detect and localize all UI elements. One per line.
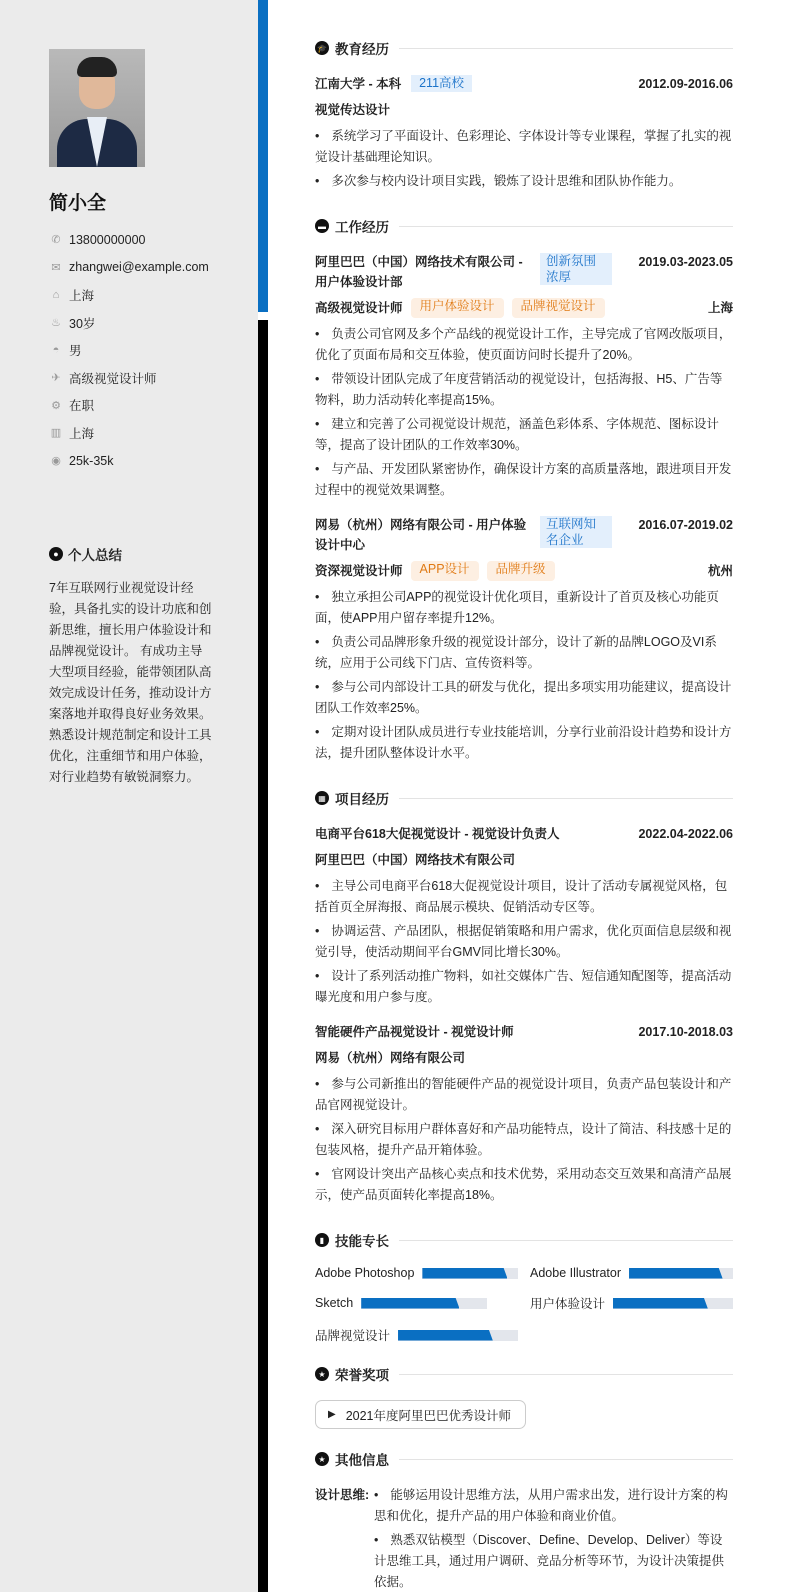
bullet-dot: • bbox=[315, 174, 320, 188]
section-divider bbox=[399, 1374, 733, 1375]
sidebar bbox=[0, 0, 258, 1592]
other-info-values bbox=[374, 1485, 733, 1596]
skill-bar-fill bbox=[629, 1268, 723, 1279]
bullet-dot: • bbox=[315, 327, 320, 341]
bullet-item bbox=[315, 369, 733, 411]
skill-bar bbox=[398, 1330, 518, 1341]
skill-bar-fill bbox=[613, 1298, 708, 1309]
info-row bbox=[49, 364, 209, 392]
avatar bbox=[49, 49, 145, 167]
school-name: 江南大学 - 本科 bbox=[315, 77, 402, 91]
skill-tag: APP设计 bbox=[411, 561, 479, 581]
award-icon: ★ bbox=[315, 1367, 329, 1381]
graduation-cap-icon: 🎓 bbox=[315, 41, 329, 55]
role-row bbox=[315, 298, 733, 318]
phone-icon: ✆ bbox=[51, 234, 61, 247]
bullet-item bbox=[315, 921, 733, 963]
bullet-text: 参与公司内部设计工具的研发与优化，提出多项实用功能建议，提高设计团队工作效率25%。 bbox=[315, 680, 732, 715]
job-role: 资深视觉设计师 bbox=[315, 564, 403, 578]
bullet-item bbox=[315, 324, 733, 366]
skill-item bbox=[315, 1294, 518, 1312]
entry-header bbox=[315, 1022, 733, 1042]
entry-header bbox=[315, 74, 733, 94]
info-text: 上海 bbox=[69, 426, 95, 441]
section-heading bbox=[315, 1364, 733, 1384]
bullet-dot: • bbox=[315, 462, 320, 476]
date-range: 2019.03-2023.05 bbox=[638, 255, 733, 269]
skill-tag: 品牌视觉设计 bbox=[512, 298, 605, 318]
skill-tag: 品牌升级 bbox=[487, 561, 555, 581]
bullet-item bbox=[315, 1164, 733, 1206]
contact-info bbox=[49, 226, 209, 474]
entry-header bbox=[315, 515, 733, 555]
section-divider bbox=[399, 226, 733, 227]
bullet-text: 负责公司品牌形象升级的视觉设计部分，设计了新的品牌LOGO及VI系统，应用于公司线下门店、宣传资料等。 bbox=[315, 635, 717, 670]
chart-icon: ▮ bbox=[315, 1233, 329, 1247]
 bbox=[315, 561, 555, 581]
info-row bbox=[49, 392, 209, 420]
bullet-item bbox=[315, 126, 733, 168]
cake-icon: ♨ bbox=[51, 317, 61, 330]
job-role: 高级视觉设计师 bbox=[315, 301, 403, 315]
project-entry bbox=[315, 824, 733, 1008]
section-divider bbox=[399, 1240, 733, 1241]
info-row bbox=[49, 309, 209, 337]
skill-item bbox=[530, 1294, 733, 1312]
building-icon: ▥ bbox=[50, 427, 62, 440]
bullet-dot: • bbox=[315, 879, 320, 893]
briefcase-icon: ▬ bbox=[315, 219, 329, 233]
project-company: 网易（杭州）网络有限公司 bbox=[315, 1051, 466, 1065]
main-content bbox=[315, 38, 733, 1596]
section-title: 项目经历 bbox=[335, 792, 389, 807]
section-divider bbox=[399, 798, 733, 799]
bullet-dot: • bbox=[315, 635, 320, 649]
bullet-dot: • bbox=[315, 969, 320, 983]
section-heading bbox=[315, 788, 733, 808]
salary-icon: ◉ bbox=[51, 455, 61, 468]
bullet-text: 设计了系列活动推广物料，如社交媒体广告、短信通知配图等，提高活动曝光度和用户参与度。 bbox=[315, 969, 732, 1004]
bullet-item bbox=[315, 722, 733, 764]
bullet-item bbox=[315, 171, 733, 192]
work-entry bbox=[315, 252, 733, 501]
divider-bar bbox=[258, 320, 268, 1592]
bullet-dot: • bbox=[374, 1533, 379, 1547]
bullet-dot: • bbox=[315, 1077, 320, 1091]
section-title: 荣誉奖项 bbox=[335, 1368, 389, 1383]
summary-text: 7年互联网行业视觉设计经验，具备扎实的设计功底和创新思维，擅长用户体验设计和品牌视觉设计。 有成功主导大型项目经验，能带领团队高效完成设计任务，推动设计方案落地并取得良好业务效果。 熟悉设计规范制定和设计工具优化，注重细节和用户体验，对行业趋势有敏锐洞察力。 bbox=[49, 581, 212, 784]
bullet-dot: • bbox=[374, 1488, 379, 1502]
bullet-item bbox=[315, 1119, 733, 1161]
info-text: 上海 bbox=[69, 288, 95, 303]
section-title: 其他信息 bbox=[335, 1453, 389, 1468]
bullet-item bbox=[315, 876, 733, 918]
section-title: 教育经历 bbox=[335, 42, 389, 57]
project-entry bbox=[315, 1022, 733, 1206]
section-title: 技能专长 bbox=[335, 1234, 389, 1249]
skill-item bbox=[315, 1326, 518, 1344]
skill-bar bbox=[629, 1268, 733, 1279]
date-range: 2022.04-2022.06 bbox=[638, 827, 733, 841]
skill-bar-fill bbox=[398, 1330, 493, 1341]
bullet-dot: • bbox=[315, 1167, 320, 1181]
 bbox=[315, 298, 605, 318]
education-entry bbox=[315, 74, 733, 192]
school-tag: 211高校 bbox=[411, 75, 472, 92]
company-tag: 创新氛围浓厚 bbox=[540, 253, 612, 285]
info-text: zhangwei@example.com bbox=[69, 260, 209, 275]
summary-heading bbox=[49, 544, 122, 564]
section-heading bbox=[315, 216, 733, 236]
play-triangle-icon: ▶ bbox=[328, 1409, 336, 1420]
work-entry bbox=[315, 515, 733, 764]
bullet-text: 协调运营、产品团队，根据促销策略和用户需求，优化页面信息层级和视觉引导，使活动期间平台GMV同比增长30%。 bbox=[315, 924, 732, 959]
bullet-dot: • bbox=[315, 680, 320, 694]
bullet-text: 参与公司新推出的智能硬件产品的视觉设计项目，负责产品包装设计和产品官网视觉设计。 bbox=[315, 1077, 732, 1112]
skill-tag: 用户体验设计 bbox=[411, 298, 504, 318]
bullet-item bbox=[374, 1530, 733, 1593]
bullet-dot: • bbox=[315, 372, 320, 386]
project-name: 电商平台618大促视觉设计 - 视觉设计负责人 bbox=[315, 827, 560, 841]
info-text: 13800000000 bbox=[69, 232, 146, 247]
summary-title: 个人总结 bbox=[68, 548, 122, 563]
date-range: 2017.10-2018.03 bbox=[638, 1025, 733, 1039]
company-name: 网易（杭州）网络有限公司 - 用户体验设计中心 bbox=[315, 518, 527, 552]
bullet-dot: • bbox=[315, 590, 320, 604]
bullet-text: 多次参与校内设计项目实践，锻炼了设计思维和团队协作能力。 bbox=[331, 174, 682, 188]
section-heading bbox=[315, 38, 733, 58]
bullet-item bbox=[315, 1074, 733, 1116]
bullet-text: 定期对设计团队成员进行专业技能培训，分享行业前沿设计趋势和设计方法，提升团队整体设计水平。 bbox=[315, 725, 732, 760]
plane-icon: ✈ bbox=[51, 372, 61, 385]
section-heading bbox=[315, 1449, 733, 1469]
section-divider bbox=[399, 1459, 733, 1460]
bullet-text: 主导公司电商平台618大促视觉设计项目，设计了活动专属视觉风格，包括首页全屏海报、商品展示模块、促销活动专区等。 bbox=[315, 879, 728, 914]
bullet-text: 建立和完善了公司视觉设计规范，涵盖色彩体系、字体规范、图标设计等，提高了设计团队的工作效率30%。 bbox=[315, 417, 719, 452]
bullet-text: 官网设计突出产品核心卖点和技术优势，采用动态交互效果和高清产品展示，使产品页面转化率提高18%。 bbox=[315, 1167, 732, 1202]
city: 杭州 bbox=[707, 564, 733, 578]
bullet-text: 负责公司官网及多个产品线的视觉设计工作，主导完成了官网改版项目，优化了页面布局和交互体验，使页面访问时长提升了20%。 bbox=[315, 327, 732, 362]
gender-icon: ◓ bbox=[52, 344, 60, 357]
info-text: 高级视觉设计师 bbox=[69, 371, 157, 386]
 bbox=[315, 252, 612, 292]
project-company: 阿里巴巴（中国）网络技术有限公司 bbox=[315, 853, 516, 867]
bullet-dot: • bbox=[315, 417, 320, 431]
home-icon: ⌂ bbox=[52, 288, 60, 301]
date-range: 2016.07-2019.02 bbox=[638, 518, 733, 532]
company-tag: 互联网知名企业 bbox=[540, 516, 612, 548]
section-heading bbox=[315, 1230, 733, 1250]
skill-name: 用户体验设计 bbox=[530, 1297, 606, 1311]
skill-bar-fill bbox=[361, 1298, 459, 1309]
info-row bbox=[49, 419, 209, 447]
skill-name: Adobe Illustrator bbox=[530, 1266, 622, 1280]
bullet-text: 系统学习了平面设计、色彩理论、字体设计等专业课程，掌握了扎实的视觉设计基础理论知识。 bbox=[315, 129, 732, 164]
skill-bar bbox=[361, 1298, 487, 1309]
project-name: 智能硬件产品视觉设计 - 视觉设计师 bbox=[315, 1025, 514, 1039]
entry-header bbox=[315, 824, 733, 844]
bullet-dot: • bbox=[315, 725, 320, 739]
accent-bar bbox=[258, 0, 268, 312]
section-title: 工作经历 bbox=[335, 220, 389, 235]
bullet-text: 能够运用设计思维方法，从用户需求出发，进行设计方案的构思和优化，提升产品的用户体验和商业价值。 bbox=[374, 1488, 728, 1523]
skill-name: Sketch bbox=[315, 1296, 354, 1310]
status-icon: ⚙ bbox=[51, 399, 61, 412]
skill-bar bbox=[613, 1298, 733, 1309]
candidate-name: 简小全 bbox=[49, 193, 107, 214]
bullet-text: 深入研究目标用户群体喜好和产品功能特点，设计了简洁、科技感十足的包装风格，提升产品开箱体验。 bbox=[315, 1122, 732, 1157]
 bbox=[315, 515, 612, 555]
skill-name: Adobe Photoshop bbox=[315, 1266, 415, 1280]
other-info-key: 设计思维: bbox=[315, 1488, 370, 1502]
entry-header bbox=[315, 252, 733, 292]
date-range: 2012.09-2016.06 bbox=[638, 77, 733, 91]
info-row bbox=[49, 447, 209, 475]
bullet-item bbox=[315, 966, 733, 1008]
role-row bbox=[315, 561, 733, 581]
bullet-text: 熟悉双钻模型（Discover、Define、Develop、Deliver）等设计思维工具，通过用户调研、竞品分析等环节，为设计决策提供依据。 bbox=[374, 1533, 725, 1589]
city: 上海 bbox=[707, 301, 733, 315]
info-text: 在职 bbox=[69, 399, 95, 414]
info-text: 30岁 bbox=[69, 316, 96, 331]
award-item[interactable] bbox=[315, 1400, 526, 1429]
bullet-item bbox=[315, 677, 733, 719]
major: 视觉传达设计 bbox=[315, 103, 391, 117]
section-divider bbox=[399, 48, 733, 49]
info-row bbox=[49, 226, 209, 254]
user-icon: ● bbox=[49, 547, 63, 561]
company-name: 阿里巴巴（中国）网络技术有限公司 - 用户体验设计部 bbox=[315, 255, 523, 289]
info-text: 25k-35k bbox=[69, 453, 114, 468]
bullet-item bbox=[374, 1485, 733, 1527]
info-row bbox=[49, 336, 209, 364]
info-text: 男 bbox=[69, 344, 82, 359]
grid-icon: ▦ bbox=[315, 791, 329, 805]
 bbox=[315, 74, 472, 94]
bullet-dot: • bbox=[315, 129, 320, 143]
info-row bbox=[49, 254, 209, 282]
bullet-item bbox=[315, 632, 733, 674]
skill-name: 品牌视觉设计 bbox=[315, 1329, 391, 1343]
bullet-text: 带领设计团队完成了年度营销活动的视觉设计，包括海报、H5、广告等物料，助力活动转化率提高15%。 bbox=[315, 372, 723, 407]
bullet-item bbox=[315, 587, 733, 629]
bullet-item bbox=[315, 414, 733, 456]
award-text: 2021年度阿里巴巴优秀设计师 bbox=[345, 1408, 512, 1423]
skill-item bbox=[315, 1266, 518, 1280]
bullet-text: 独立承担公司APP的视觉设计优化项目，重新设计了首页及核心功能页面，使APP用户留存率提升12%。 bbox=[315, 590, 719, 625]
bullet-item bbox=[315, 459, 733, 501]
skills-grid bbox=[315, 1266, 733, 1344]
bullet-dot: • bbox=[315, 1122, 320, 1136]
other-info-row bbox=[315, 1485, 733, 1596]
skill-item bbox=[530, 1266, 733, 1280]
bullet-text: 与产品、开发团队紧密协作，确保设计方案的高质量落地，跟进项目开发过程中的视觉效果调整。 bbox=[315, 462, 732, 497]
info-row bbox=[49, 281, 209, 309]
bullet-dot: • bbox=[315, 924, 320, 938]
skill-bar-fill bbox=[422, 1268, 507, 1279]
mail-icon: ✉ bbox=[51, 261, 61, 274]
skill-bar bbox=[422, 1268, 518, 1279]
info-icon: ★ bbox=[315, 1452, 329, 1466]
